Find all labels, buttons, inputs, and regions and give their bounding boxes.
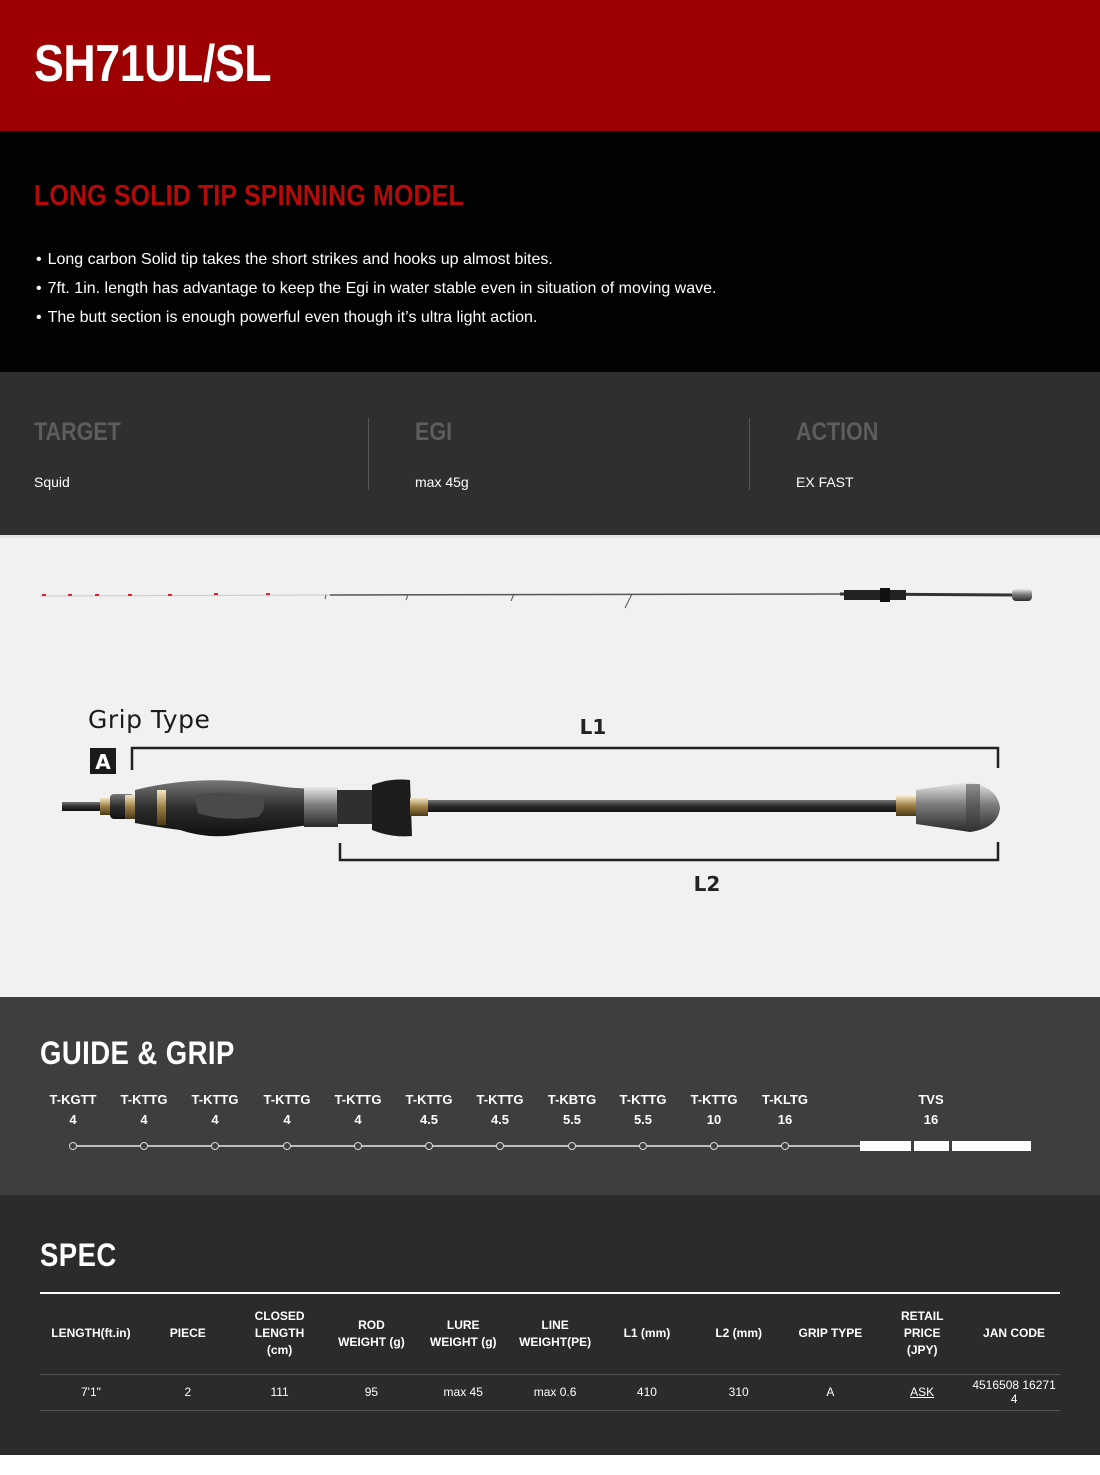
- grip-segment: [952, 1141, 1031, 1151]
- guide-size: 4: [283, 1112, 291, 1127]
- spec-cell: 7'1": [40, 1374, 142, 1410]
- guide-name: T-KTTG: [476, 1092, 524, 1107]
- guide-name: T-KLTG: [762, 1092, 808, 1107]
- feature-target: [34, 418, 135, 490]
- l1-bracket: [132, 748, 998, 770]
- guide-name: T-KTTG: [263, 1092, 311, 1107]
- guide-item: [114, 1090, 174, 1130]
- spec-header-cell: PIECE: [142, 1294, 234, 1374]
- guide-size: 4: [211, 1112, 219, 1127]
- footer-space: [0, 1455, 1100, 1475]
- guide-item: [613, 1090, 673, 1130]
- guide-name: T-KGTT: [49, 1092, 97, 1107]
- guide-item: [684, 1090, 744, 1130]
- rod-image-panel: [0, 538, 1100, 997]
- guide-item: [328, 1090, 388, 1130]
- spec-header-cell: L1 (mm): [601, 1294, 693, 1374]
- spec-cell: 95: [326, 1374, 418, 1410]
- reel-seat-size: 16: [923, 1112, 939, 1127]
- guide-ring-icon: [710, 1142, 718, 1150]
- guide-ring-icon: [781, 1142, 789, 1150]
- spec-header-cell: LURE WEIGHT (g): [417, 1294, 509, 1374]
- grip-type-label: Grip Type: [88, 705, 211, 734]
- guide-name: T-KTTG: [690, 1092, 738, 1107]
- feature-label: TARGET: [34, 418, 121, 446]
- spec-header-cell: LINE WEIGHT(PE): [509, 1294, 601, 1374]
- guide-ring-icon: [69, 1142, 77, 1150]
- spec-cell: max 45: [417, 1374, 509, 1410]
- spec-title: SPEC: [40, 1237, 117, 1273]
- guide-size: 16: [777, 1112, 793, 1127]
- guide-ring-icon: [354, 1142, 362, 1150]
- guide-size: 5.5: [562, 1112, 582, 1127]
- spec-header-cell: L2 (mm): [693, 1294, 785, 1374]
- guide-size: 4.5: [419, 1112, 439, 1127]
- spec-cell: 2: [142, 1374, 234, 1410]
- feature-value: max 45g: [415, 474, 469, 490]
- feature-value: Squid: [34, 474, 70, 490]
- spec-header-row: [40, 1294, 1060, 1374]
- guide-name: T-KTTG: [191, 1092, 239, 1107]
- guide-size: 4: [69, 1112, 77, 1127]
- guide-item: [257, 1090, 317, 1130]
- intro-title: LONG SOLID TIP SPINNING MODEL: [34, 180, 464, 212]
- guide-grip-section: [0, 997, 1100, 1195]
- rod-illustration: [0, 538, 1100, 997]
- feature-action: [796, 418, 892, 490]
- reel-seat-name: TVS: [918, 1092, 944, 1107]
- feature-label: EGI: [415, 418, 453, 446]
- spec-header-cell: JAN CODE: [968, 1294, 1060, 1374]
- guide-name: T-KTTG: [619, 1092, 667, 1107]
- grip-segment: [914, 1141, 949, 1151]
- spec-cell: max 0.6: [509, 1374, 601, 1410]
- guide-item: [399, 1090, 459, 1130]
- spec-header-cell: ROD WEIGHT (g): [326, 1294, 418, 1374]
- reel-seat: [901, 1090, 961, 1130]
- guide-ring-icon: [140, 1142, 148, 1150]
- guide-ring-icon: [425, 1142, 433, 1150]
- guide-size: 5.5: [633, 1112, 653, 1127]
- grip-code: A: [95, 750, 111, 774]
- bullet-item: • Long carbon Solid tip takes the short strikes and hooks up almost bites.: [36, 245, 716, 274]
- guide-name: T-KBTG: [547, 1092, 597, 1107]
- guide-ring-icon: [283, 1142, 291, 1150]
- table-row: [40, 1374, 1060, 1410]
- guide-ring-icon: [496, 1142, 504, 1150]
- feature-egi: [415, 418, 469, 490]
- guide-size: 4.5: [490, 1112, 510, 1127]
- feature-label: ACTION: [796, 418, 879, 446]
- guide-item: [755, 1090, 815, 1130]
- guide-name: T-KTTG: [120, 1092, 168, 1107]
- spec-header-cell: LENGTH(ft.in): [40, 1294, 142, 1374]
- features-bar: [0, 372, 1100, 535]
- spec-header-cell: GRIP TYPE: [785, 1294, 877, 1374]
- spec-cell: 310: [693, 1374, 785, 1410]
- guide-size: 4: [140, 1112, 148, 1127]
- spec-section: [0, 1195, 1100, 1455]
- l2-label: L2: [693, 872, 721, 896]
- grip-segment: [860, 1141, 911, 1151]
- guide-item: [542, 1090, 602, 1130]
- guide-item: [185, 1090, 245, 1130]
- feature-divider: [368, 418, 369, 490]
- spec-cell: A: [785, 1374, 877, 1410]
- header-banner: [0, 0, 1100, 131]
- guide-title: GUIDE & GRIP: [40, 1035, 235, 1071]
- guide-ring-icon: [639, 1142, 647, 1150]
- spec-header-cell: RETAIL PRICE (JPY): [876, 1294, 968, 1374]
- spec-cell: 410: [601, 1374, 693, 1410]
- spec-header-cell: CLOSED LENGTH (cm): [234, 1294, 326, 1374]
- intro-section: [0, 131, 1100, 372]
- full-rod-icon: [40, 588, 1032, 608]
- feature-divider: [749, 418, 750, 490]
- guide-item: [43, 1090, 103, 1130]
- guide-ring-icon: [568, 1142, 576, 1150]
- spec-table: [40, 1294, 1060, 1411]
- guide-name: T-KTTG: [334, 1092, 382, 1107]
- bullet-item: • 7ft. 1in. length has advantage to keep the Egi in water stable even in situation of moving wave.: [36, 274, 716, 303]
- feature-bullets: [36, 245, 716, 332]
- guide-ring-icon: [211, 1142, 219, 1150]
- l2-bracket: [340, 842, 998, 860]
- spec-cell: 4516508 16271 4: [968, 1374, 1060, 1410]
- guide-size: 4: [354, 1112, 362, 1127]
- bullet-item: • The butt section is enough powerful even though it’s ultra light action.: [36, 303, 716, 332]
- guide-line: [72, 1145, 860, 1147]
- l1-label: L1: [579, 715, 607, 739]
- guide-size: 10: [706, 1112, 722, 1127]
- feature-value: EX FAST: [796, 474, 854, 490]
- guide-item: [470, 1090, 530, 1130]
- model-title: SH71UL/SL: [34, 35, 272, 93]
- spec-cell: 111: [234, 1374, 326, 1410]
- price-ask-link[interactable]: ASK: [876, 1374, 968, 1410]
- guide-name: T-KTTG: [405, 1092, 453, 1107]
